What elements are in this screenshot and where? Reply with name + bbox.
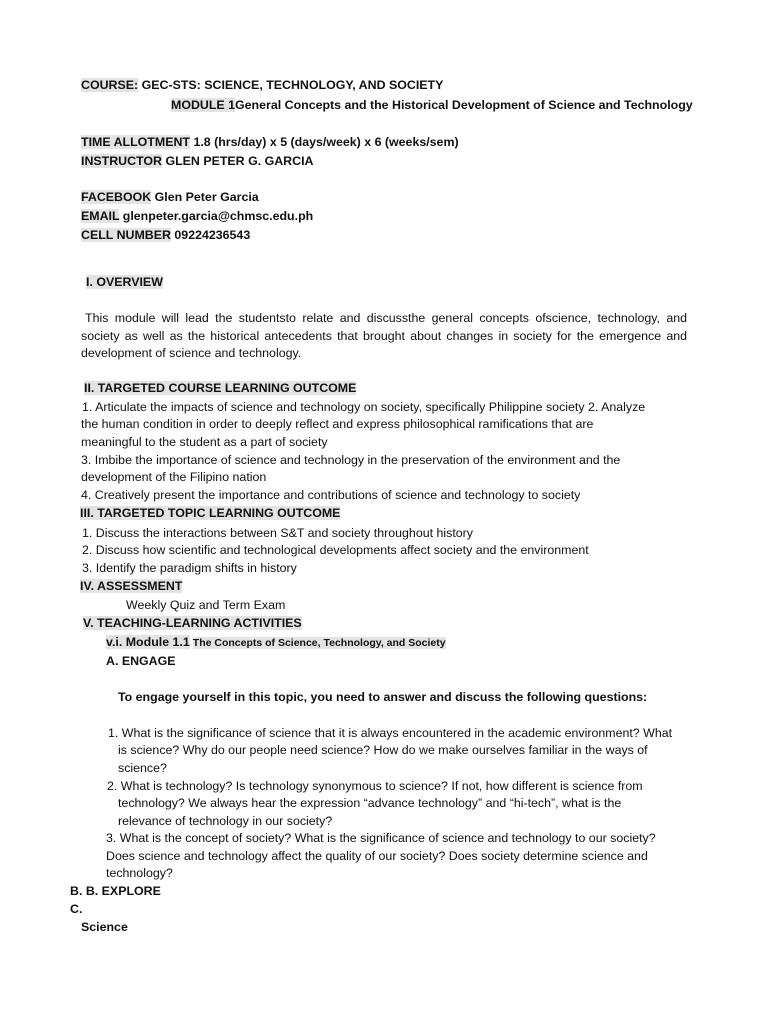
engage-instruction: To engage yourself in this topic, you need to answer and discuss the following questions: [118,690,648,704]
question-line: science? [118,761,167,775]
course-outcome-line: 4. Creatively present the importance and contributions of science and technology to society [81,488,581,502]
question-line: relevance of technology in our society? [118,814,333,828]
overview-heading: I. OVERVIEW [86,275,163,289]
module-1-1-label: v.i. Module 1.1 [106,635,190,649]
instructor-line [81,153,313,170]
science-label: Science [81,920,128,934]
module-1-1-line [106,634,446,652]
module-1-1-title: The Concepts of Science, Technology, and Society [192,637,446,649]
topic-outcome-item: 2. Discuss how scientific and technological developments affect society and the environment [82,543,589,557]
cell-line [81,227,250,244]
facebook-line [81,189,259,206]
cell-value: 09224236543 [174,228,251,242]
facebook-value: Glen Peter Garcia [154,190,259,204]
assessment-heading: IV. ASSESSMENT [80,579,183,593]
course-outcome-line: 1. Articulate the impacts of science and technology on society, specifically Philippine society 2. Analyze [82,400,646,414]
email-label: EMAIL [81,209,120,223]
activities-heading-line [83,615,302,632]
question-line: technology? [106,866,173,880]
instructor-label: INSTRUCTOR [81,154,162,168]
question-line: is science? Why do our people need science? How do we make ourselves familiar in the ways of [118,743,648,757]
topic-outcome-heading: III. TARGETED TOPIC LEARNING OUTCOME [80,506,341,520]
course-outcome-line: 3. Imbibe the importance of science and technology in the preservation of the environment and the [81,453,621,467]
module-label: MODULE 1 [171,98,236,112]
question-line: Does science and technology affect the quality of our society? Does society determine science and [106,849,648,863]
course-outcome-line: the human condition in order to deeply reflect and express philosophical ramifications that are [81,417,594,431]
engage-heading: A. ENGAGE [106,654,176,668]
c-label: C. [70,902,83,916]
question-line: 2. What is technology? Is technology synonymous to science? If not, how different is science from [107,779,643,793]
topic-outcome-item: 3. Identify the paradigm shifts in history [82,561,297,575]
question-line: 1. What is the significance of science that it is always encountered in the academic environment? What [108,726,673,740]
module-value: General Concepts and the Historical Development of Science and Technology [235,98,693,112]
time-allotment-label: TIME ALLOTMENT [81,135,190,149]
course-outcome-line: meaningful to the student as a part of society [81,435,328,449]
course-outcome-line: development of the Filipino nation [81,470,267,484]
topic-outcome-heading-line [80,505,340,522]
instructor-value: GLEN PETER G. GARCIA [165,154,314,168]
time-allotment-line [81,134,459,151]
overview-heading-line [86,274,163,291]
question-line: 3. What is the concept of society? What is the significance of science and technology to our society? [106,831,656,845]
course-outcome-heading-line [84,380,356,397]
email-value: glenpeter.garcia@chmsc.edu.ph [122,209,314,223]
topic-outcome-item: 1. Discuss the interactions between S&T and society throughout history [82,526,473,540]
course-value: GEC-STS: SCIENCE, TECHNOLOGY, AND SOCIETY [141,78,444,92]
facebook-label: FACEBOOK [81,190,152,204]
course-line [81,77,443,94]
explore-heading: B. B. EXPLORE [70,884,161,898]
cell-label: CELL NUMBER [81,228,171,242]
activities-heading: V. TEACHING-LEARNING ACTIVITIES [83,616,302,630]
assessment-heading-line [80,578,182,595]
email-line [81,208,313,225]
course-outcome-heading: II. TARGETED COURSE LEARNING OUTCOME [84,381,357,395]
time-allotment-value: 1.8 (hrs/day) x 5 (days/week) x 6 (weeks/sem) [193,135,459,149]
overview-paragraph: This module will lead the studentsto relate and discussthe general concepts ofscience, technology, and society as well as the historical antecedents that brought about changes in society for the emergence and development of science and technology. [81,311,687,361]
course-label: COURSE: [81,78,139,92]
assessment-text: Weekly Quiz and Term Exam [126,598,286,612]
module-line [171,97,693,114]
question-line: technology? We always hear the expression “advance technology” and “hi-tech”, what is the [118,796,622,810]
